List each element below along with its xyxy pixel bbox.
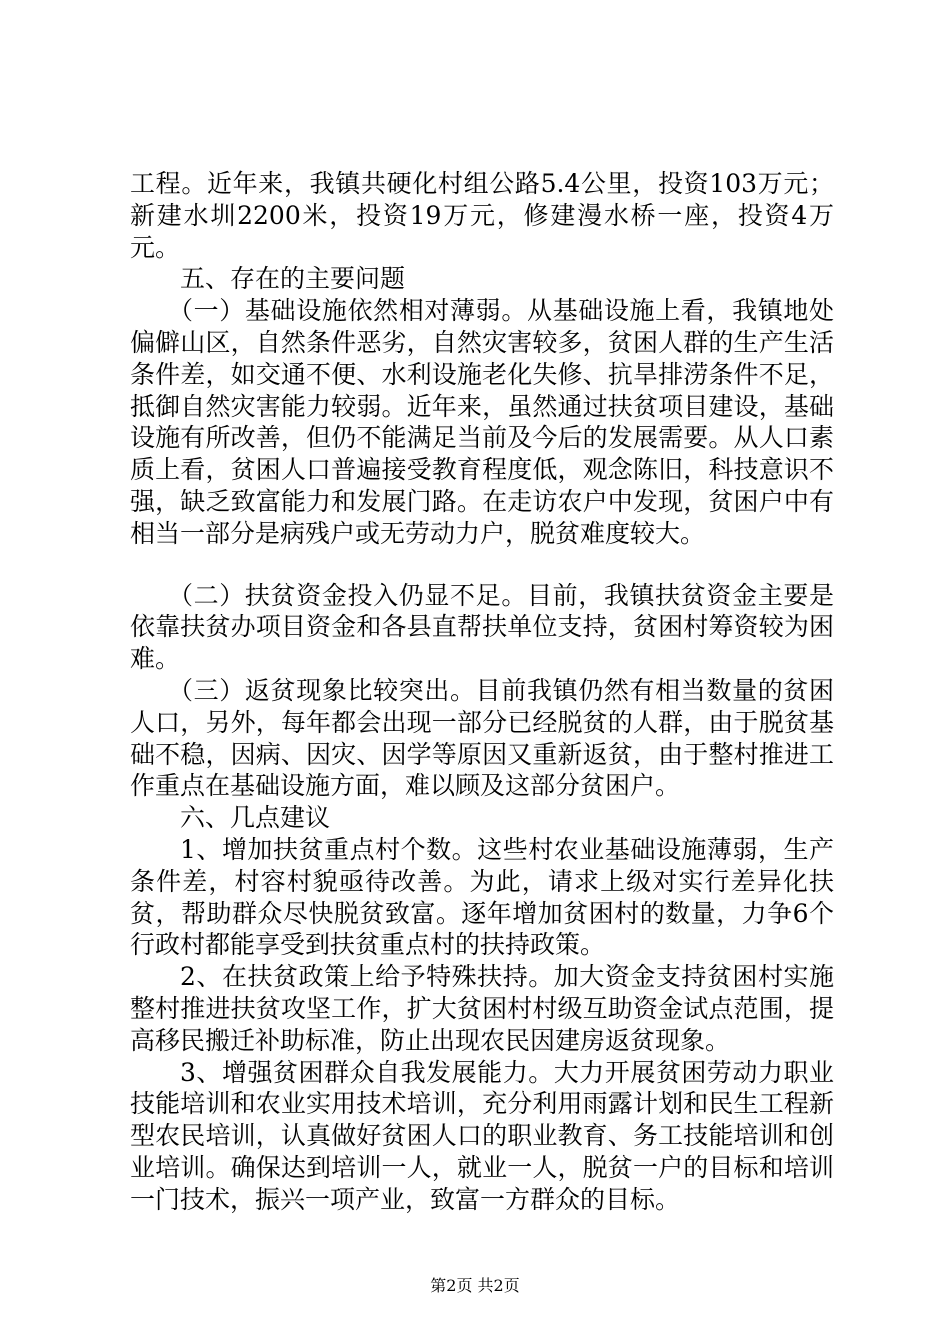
- section-heading-suggestions: 六、几点建议: [180, 803, 331, 833]
- paragraph-suggestion-2: 2、在扶贫政策上给予特殊扶持。加大资金支持贫困村实施整村推进扶贫攻坚工作，扩大贫困村村级互助资金试点范围，提高移民搬迁补助标准，防止出现农民因建房返贫现象。: [130, 962, 834, 1055]
- page-footer: 第2页 共2页: [430, 1276, 520, 1295]
- paragraph-gap: [130, 550, 834, 580]
- section-heading-problems: 五、存在的主要问题: [180, 264, 406, 294]
- paragraph-suggestion-1: 1、增加扶贫重点村个数。这些村农业基础设施薄弱，生产条件差，村容村貌亟待改善。为此，请求上级对实行差异化扶贫，帮助群众尽快脱贫致富。逐年增加贫困村的数量，力争6个行政村都能享受到扶贫重点村的扶持政策。: [130, 834, 834, 960]
- paragraph-problem-1: （一）基础设施依然相对薄弱。从基础设施上看，我镇地处偏僻山区，自然条件恶劣，自然灾害较多，贫困人群的生产生活条件差，如交通不便、水利设施老化失修、抗旱排涝条件不足，抵御自然灾害能力较弱。近年来，虽然通过扶贫项目建设，基础设施有所改善，但仍不能满足当前及今后的发展需要。从人口素质上看，贫困人口普遍接受教育程度低，观念陈旧，科技意识不强，缺乏致富能力和发展门路。在走访农户中发现，贫困户中有相当一部分是病残户或无劳动力户，脱贫难度较大。: [130, 296, 834, 548]
- document-body: [130, 168, 834, 1216]
- paragraph-problem-3: （三）返贫现象比较突出。目前我镇仍然有相当数量的贫困人口，另外，每年都会出现一部分已经脱贫的人群，由于脱贫基础不稳，因病、因灾、因学等原因又重新返贫，由于整村推进工作重点在基础设施方面，难以顾及这部分贫困户。: [130, 675, 834, 801]
- paragraph-continuation: 工程。近年来，我镇共硬化村组公路5.4公里，投资103万元；新建水圳2200米，投资19万元，修建漫水桥一座，投资4万元。: [130, 169, 834, 262]
- paragraph-problem-2: （二）扶贫资金投入仍显不足。目前，我镇扶贫资金主要是依靠扶贫办项目资金和各县直帮扶单位支持，贫困村筹资较为困难。: [130, 580, 834, 674]
- paragraph-suggestion-3: 3、增强贫困群众自我发展能力。大力开展贫困劳动力职业技能培训和农业实用技术培训，充分利用雨露计划和民生工程新型农民培训，认真做好贫困人口的职业教育、务工技能培训和创业培训。确保达到培训一人，就业一人，脱贫一户的目标和培训一门技术，振兴一项产业，致富一方群众的目标。: [130, 1057, 834, 1214]
